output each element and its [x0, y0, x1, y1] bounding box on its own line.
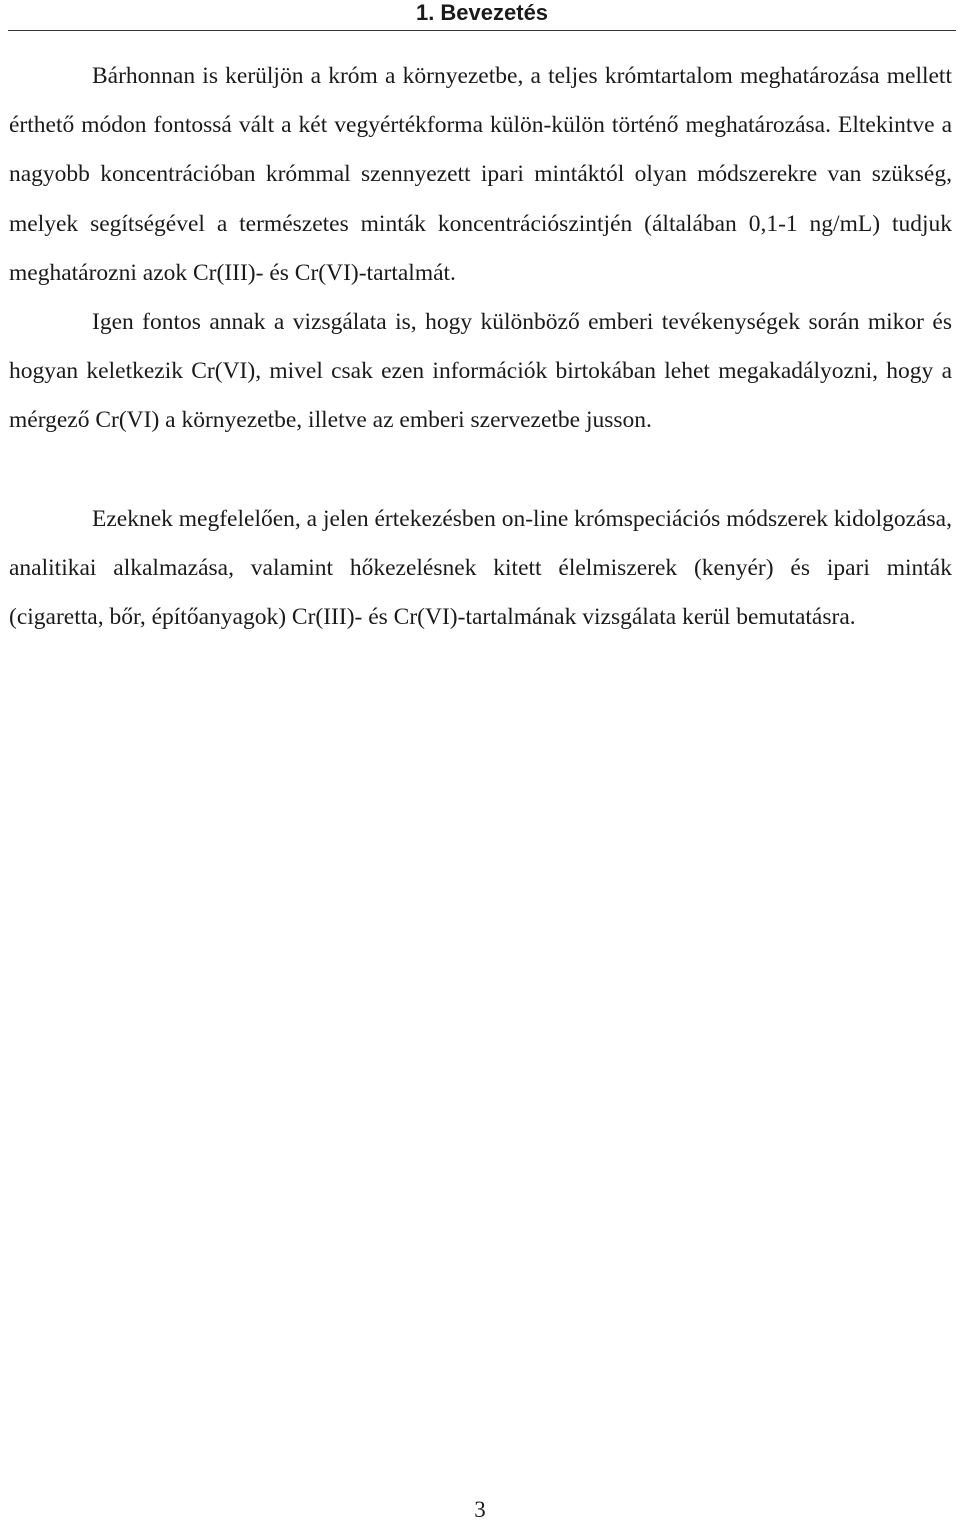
- paragraph-1: Bárhonnan is kerüljön a króm a környezetbe, a teljes krómtartalom meghatározása mellett érthető módon fontossá vált a két vegyértékforma külön-külön történő meghatározása. Eltekintve a nagyobb koncentrációban krómmal szennyezett ipari mintáktól olyan módszerekre van szükség, melyek segítségével a természetes minták koncentrációszintjén (általában 0,1-1 ng/mL) tudjuk meghatározni azok Cr(III)- és Cr(VI)-tartalmát.: [9, 63, 952, 286]
- paragraph-3: Ezeknek megfelelően, a jelen értekezésben on-line krómspeciációs módszerek kidolgozása, analitikai alkalmazása, valamint hőkezelésnek kitett élelmiszerek (kenyér) és ipari minták (cigaretta, bőr, építőanyagok) Cr(III)- és Cr(VI)-tartalmának vizsgálata kerül bemutatásra.: [9, 505, 952, 631]
- body-text: [9, 52, 952, 642]
- page-number: 3: [474, 1497, 486, 1522]
- paragraph-2: Igen fontos annak a vizsgálata is, hogy különböző emberi tevékenységek során mikor és hogyan keletkezik Cr(VI), mivel csak ezen információk birtokában lehet megakadályozni, hogy a mérgező Cr(VI) a környezetbe, illetve az emberi szervezetbe jusson.: [9, 309, 952, 434]
- page-header: [8, 0, 956, 31]
- chapter-title: 1. Bevezetés: [415, 0, 549, 25]
